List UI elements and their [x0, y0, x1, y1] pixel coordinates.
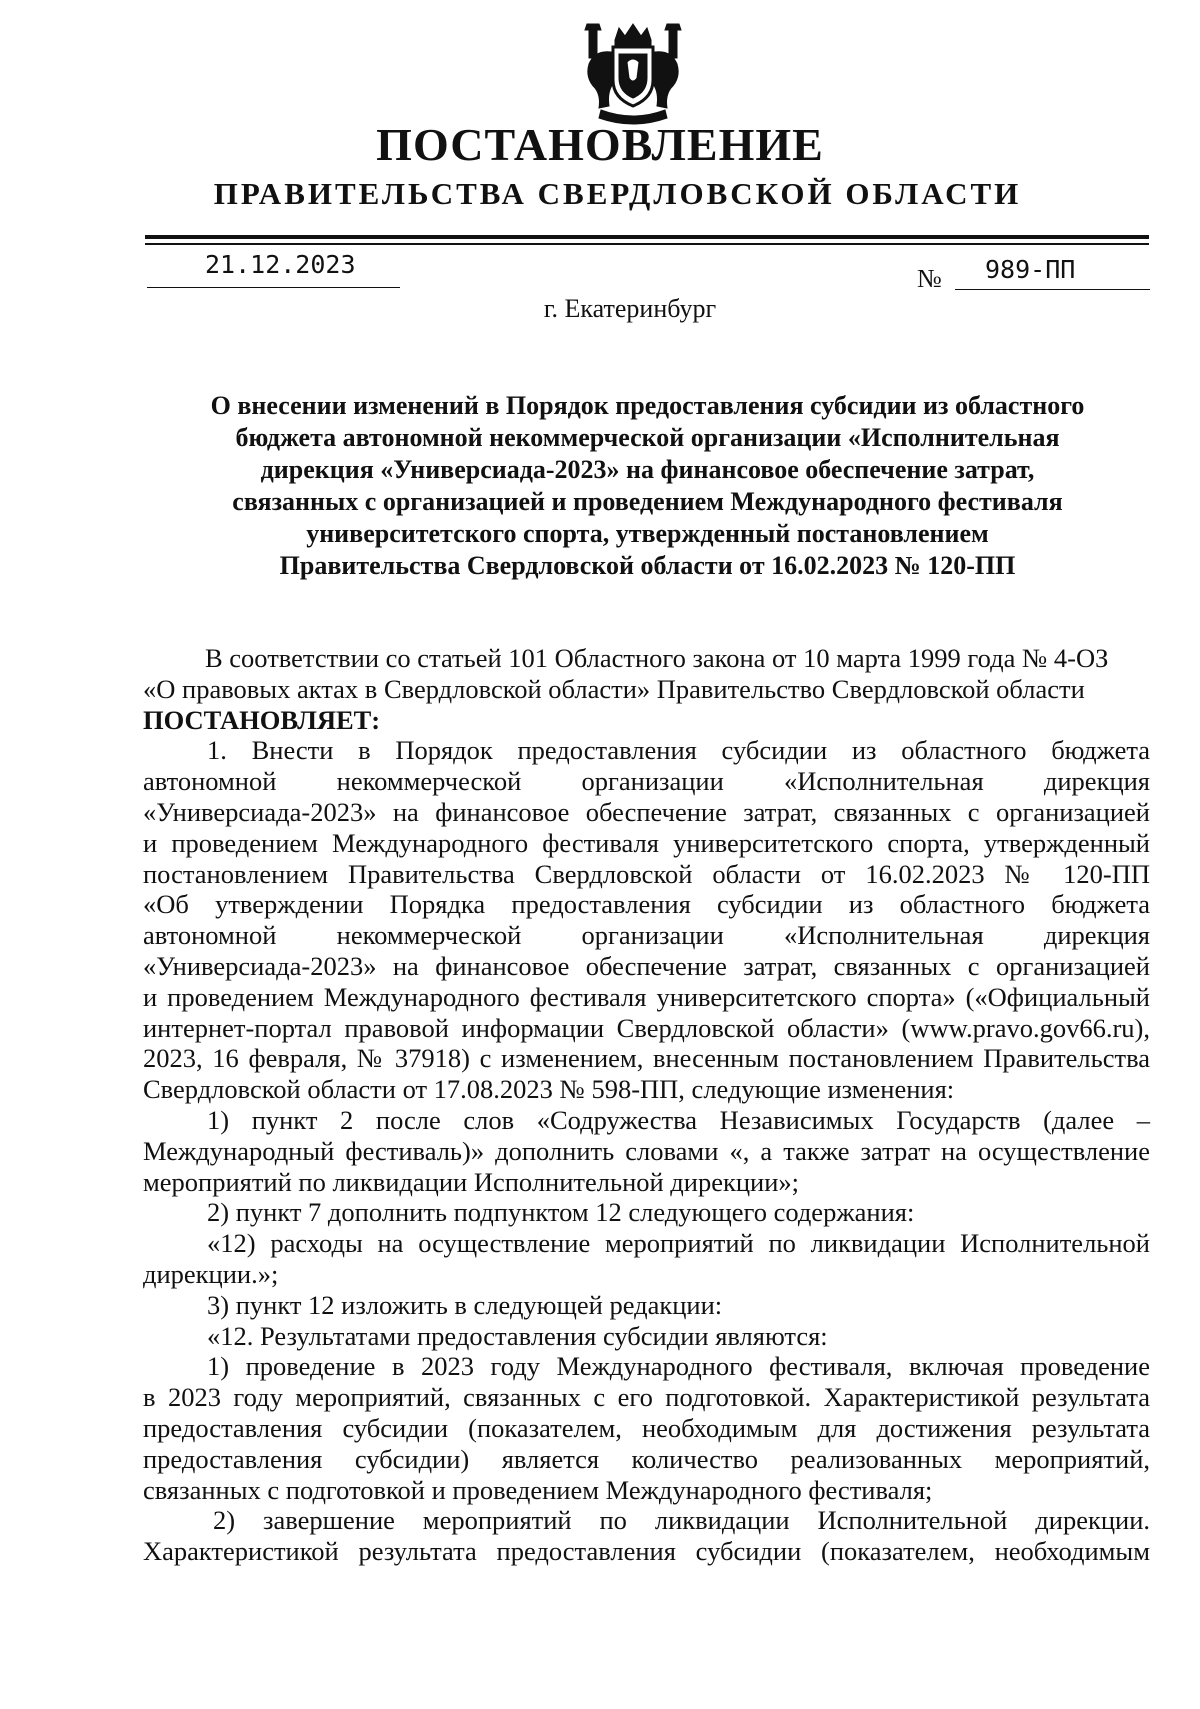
heading-line: дирекция «Универсиада-2023» на финансовое обеспечение затрат,: [260, 455, 1035, 484]
body-line: и проведением Международного фестиваля университетского спорта» («Официальный: [143, 981, 1150, 1012]
preamble-paragraph: [143, 643, 1150, 705]
body-line: интернет-портал правовой информации Свердловской области» (www.pravo.gov66.ru),: [143, 1012, 1150, 1043]
header-rule-thin: [145, 243, 1149, 245]
result-2: [143, 1505, 1150, 1567]
body-line: 1. Внести в Порядок предоставления субсидии из областного бюджета: [207, 735, 1150, 766]
body-line: «О правовых актах в Свердловской области» Правительство Свердловской области: [143, 673, 1085, 704]
document-number: 989-ПП: [985, 255, 1076, 284]
document-title: ПОСТАНОВЛЕНИЕ: [376, 119, 824, 170]
paragraph-1: [143, 735, 1150, 1105]
body-line: Свердловской области от 17.08.2023 № 598-ПП, следующие изменения:: [143, 1074, 955, 1105]
body-line: 1) пункт 2 после слов «Содружества Независимых Государств (далее –: [207, 1104, 1150, 1135]
body-line: дирекции.»;: [143, 1258, 279, 1289]
body-line: «Универсиада-2023» на финансовое обеспечение затрат, связанных с организацией: [143, 796, 1150, 827]
date-underline: [147, 287, 400, 288]
heading-line: университетского спорта, утвержденный постановлением: [306, 519, 989, 548]
item-2-quote: [143, 1228, 1150, 1290]
heading-line: связанных с организацией и проведением Международного фестиваля: [232, 487, 1063, 516]
document-city: г. Екатеринбург: [543, 294, 717, 323]
item-3-quote: [143, 1321, 1150, 1352]
coat-of-arms-icon: [575, 22, 691, 128]
result-1: [143, 1351, 1150, 1505]
body-line: 2023, 16 февраля, № 37918) с изменением, внесенным постановлением Правительства: [143, 1043, 1150, 1074]
decree-word: ПОСТАНОВЛЯЕТ:: [143, 704, 381, 735]
body-line: мероприятий по ликвидации Исполнительной дирекции»;: [143, 1166, 800, 1197]
body-line: 3) пункт 12 изложить в следующей редакции:: [207, 1289, 723, 1320]
body-line: 2) завершение мероприятий по ликвидации Исполнительной дирекции.: [213, 1505, 1150, 1536]
body-line: «12) расходы на осуществление мероприятий по ликвидации Исполнительной: [207, 1228, 1150, 1259]
heading-line: бюджета автономной некоммерческой организации «Исполнительная: [235, 423, 1060, 452]
document-heading: [145, 390, 1150, 582]
body-line: 1) проведение в 2023 году Международного фестиваля, включая проведение: [207, 1351, 1150, 1382]
body-line: Характеристикой результата предоставления субсидии (показателем, необходимым: [143, 1536, 1150, 1567]
item-3: [143, 1290, 1150, 1321]
document-subtitle: ПРАВИТЕЛЬСТВА СВЕРДЛОВСКОЙ ОБЛАСТИ: [213, 176, 1022, 211]
item-2: [143, 1197, 1150, 1228]
body-line: 2) пункт 7 дополнить подпунктом 12 следующего содержания:: [207, 1197, 915, 1228]
number-sign: №: [917, 264, 942, 293]
header-rule-thick: [145, 235, 1149, 239]
body-line: постановлением Правительства Свердловской области от 16.02.2023 № 120-ПП: [143, 858, 1150, 889]
body-line: В соответствии со статьей 101 Областного закона от 10 марта 1999 года № 4-ОЗ: [205, 643, 1109, 673]
body-line: в 2023 году мероприятий, связанных с его подготовкой. Характеристикой результата: [143, 1382, 1150, 1413]
body-line: «Универсиада-2023» на финансовое обеспечение затрат, связанных с организацией: [143, 950, 1150, 981]
number-underline: [955, 289, 1150, 290]
heading-line: О внесении изменений в Порядок предоставления субсидии из областного: [210, 391, 1085, 420]
body-line: связанных с подготовкой и проведением Международного фестиваля;: [143, 1474, 933, 1505]
document-date: 21.12.2023: [205, 250, 356, 279]
body-line: Международный фестиваль)» дополнить словами «, а также затрат на осуществление: [143, 1135, 1150, 1166]
heading-line: Правительства Свердловской области от 16.02.2023 № 120-ПП: [279, 551, 1016, 580]
item-1: [143, 1105, 1150, 1197]
body-line: и проведением Международного фестиваля университетского спорта, утвержденный: [143, 827, 1150, 858]
body-line: «Об утверждении Порядка предоставления субсидии из областного бюджета: [143, 889, 1150, 920]
body-line: предоставления субсидии (показателем, необходимым для достижения результата: [143, 1412, 1150, 1443]
body-line: автономной некоммерческой организации «Исполнительная дирекция: [143, 920, 1150, 951]
body-line: предоставления субсидии) является количество реализованных мероприятий,: [143, 1443, 1150, 1474]
body-line: «12. Результатами предоставления субсидии являются:: [207, 1320, 828, 1351]
document-body: [143, 643, 1150, 1567]
body-line: автономной некоммерческой организации «Исполнительная дирекция: [143, 766, 1150, 797]
